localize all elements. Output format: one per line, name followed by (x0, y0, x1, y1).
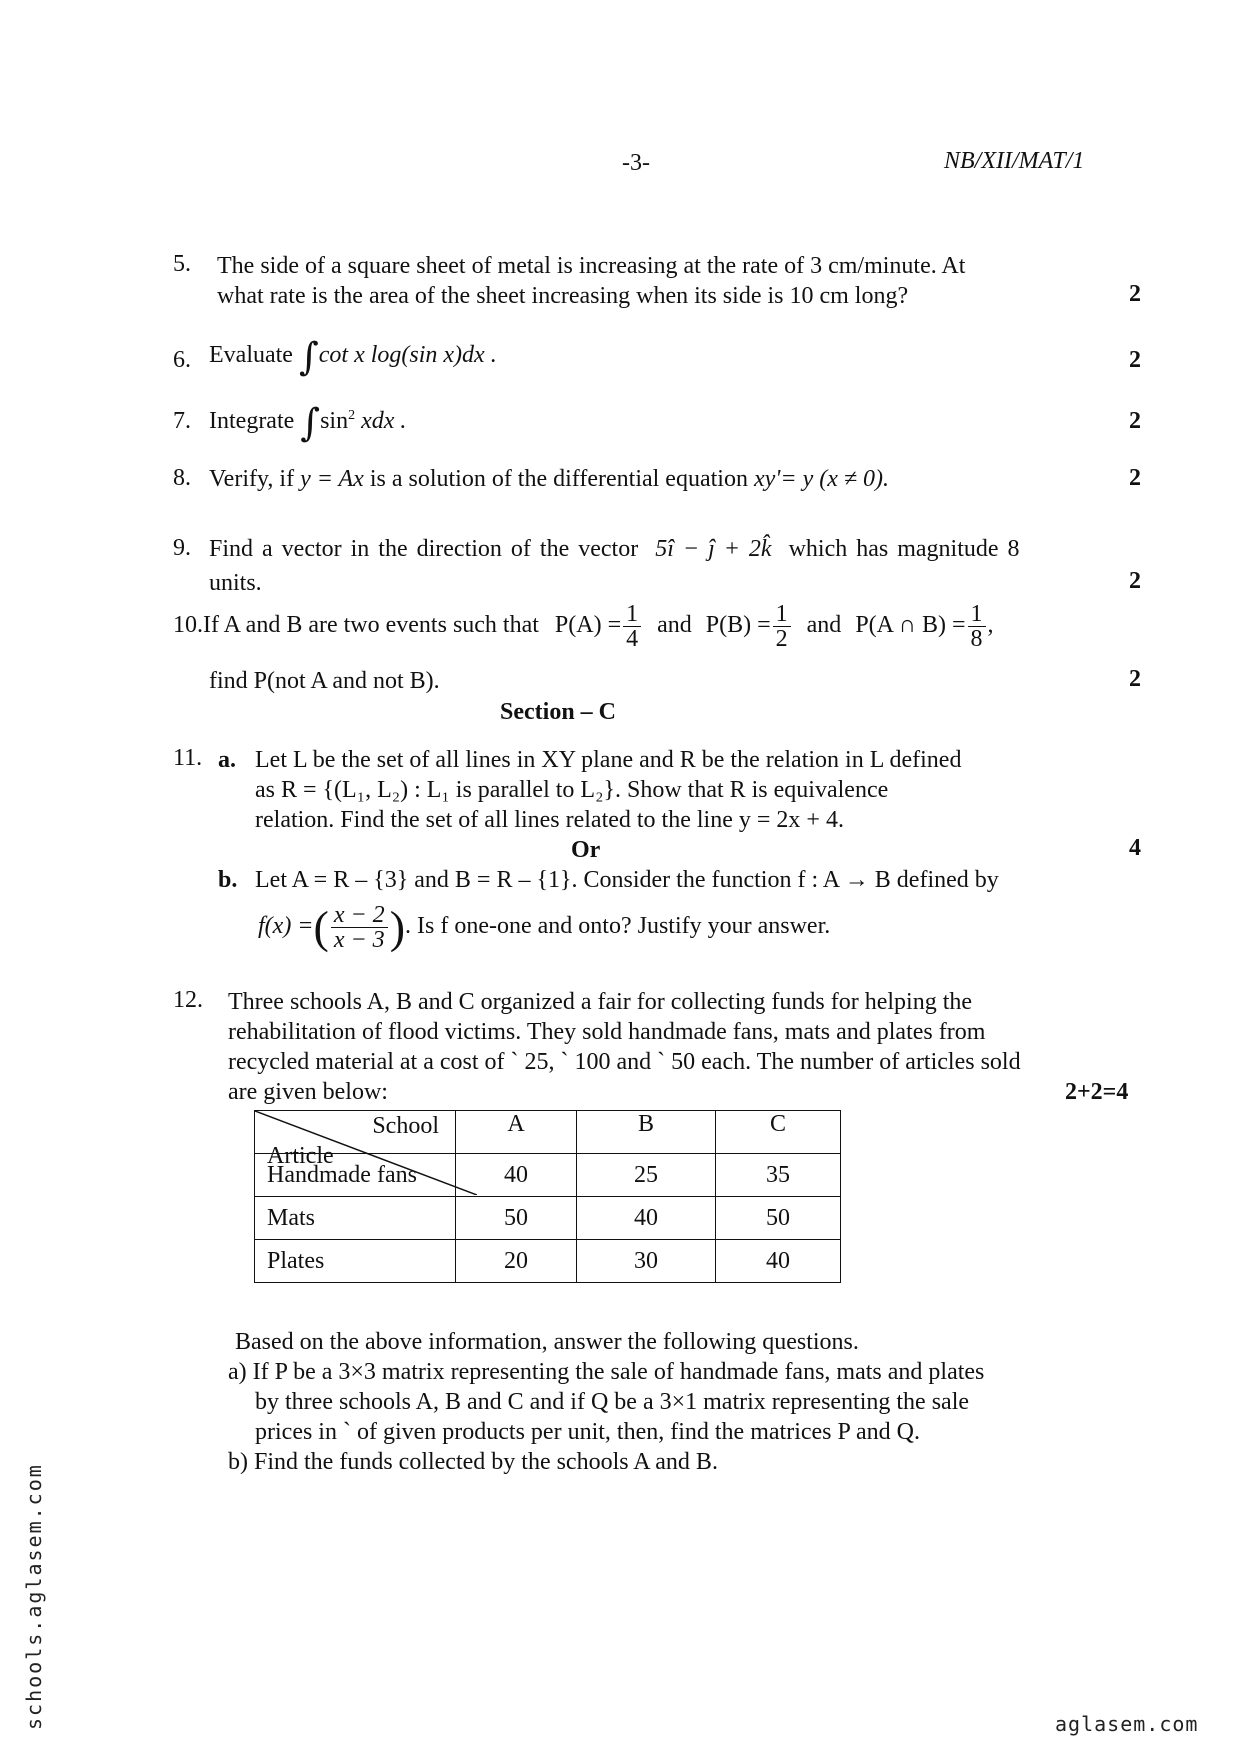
table-header-row (255, 1111, 841, 1154)
column-header: B (577, 1111, 716, 1154)
question-8-marks: 2 (1129, 465, 1141, 491)
question-12-b-line: b) Find the funds collected by the schools A and B. (228, 1449, 718, 1475)
question-11-a-line3: relation. Find the set of all lines related to the line y = 2x + 4. (255, 807, 844, 833)
question-7-sup: 2 (348, 408, 356, 423)
table-cell-article: Handmade fans (255, 1154, 456, 1197)
question-10-marks: 2 (1129, 666, 1141, 692)
question-number: 8. (173, 465, 191, 491)
question-11-a-label: a. (218, 747, 236, 773)
fraction-denominator: 8 (970, 626, 983, 652)
question-8-text (209, 464, 889, 494)
question-10-comma: , (987, 612, 994, 639)
question-11-b-label: b. (218, 867, 238, 893)
question-9-line1 (209, 534, 1020, 564)
column-header: C (716, 1111, 841, 1154)
table-cell: 30 (577, 1240, 716, 1283)
table-corner-cell (255, 1111, 456, 1169)
table-cell: 40 (716, 1240, 841, 1283)
question-number: 10. (173, 612, 203, 639)
question-number: 5. (173, 251, 191, 277)
right-paren-icon: ) (389, 901, 406, 953)
question-12-line3: recycled material at a cost of ` 25, ` 100 and ` 50 each. The number of articles sold (228, 1049, 1021, 1075)
fraction-denominator: 4 (626, 626, 639, 652)
question-10-line2: find P(not A and not B). (209, 668, 440, 694)
question-10-pb: P(B) = (705, 612, 771, 639)
table-cell: 40 (577, 1197, 716, 1240)
table-row (255, 1240, 841, 1283)
question-7-expr-b: xdx . (355, 408, 407, 434)
question-5-marks: 2 (1129, 281, 1141, 307)
question-10-and: and (806, 612, 842, 639)
fraction (331, 903, 388, 952)
question-number: 11. (173, 745, 203, 771)
left-paren-icon: ( (313, 901, 329, 953)
table-cell-article: Plates (255, 1240, 456, 1283)
header-article: Article (267, 1143, 334, 1169)
question-10-pab: P(A ∩ B) = (855, 612, 966, 639)
question-11-b-line1: Let A = R – {3} and B = R – {1}. Consider the function f : A → B defined by (255, 867, 999, 893)
question-12-after: Based on the above information, answer the following questions. (235, 1329, 859, 1355)
question-9-vector: 5î − ĵ + 2k̂ (655, 536, 772, 562)
or-label: Or (571, 837, 601, 863)
question-12-line2: rehabilitation of flood victims. They sold handmade fans, mats and plates from (228, 1019, 986, 1045)
question-7-text (209, 400, 407, 445)
question-7-prefix: Integrate (209, 408, 295, 434)
question-6-prefix: Evaluate (209, 342, 293, 368)
page-number: -3- (622, 150, 650, 176)
table-cell-article: Mats (255, 1197, 456, 1240)
sales-table (254, 1110, 841, 1283)
question-11-a-line2: as R = {(L₁, L₂) : L₁ is parallel to L₂}. Show that R is equivalence (255, 777, 889, 803)
header-school: School (372, 1113, 439, 1139)
question-11-b-rest: . Is f one-one and onto? Justify your answer. (405, 913, 831, 940)
question-9-line1a: Find a vector in the direction of the vector (209, 536, 639, 562)
side-watermark: schools.aglasem.com (22, 1463, 46, 1730)
fraction-denominator: x − 3 (333, 927, 385, 953)
question-8-text-c: is a solution of the differential equation (363, 466, 754, 492)
question-10-line1 (173, 602, 994, 651)
fraction-numerator: 1 (623, 602, 641, 627)
question-10-pa: P(A) = (554, 612, 622, 639)
table-cell: 50 (456, 1197, 577, 1240)
question-number: 7. (173, 408, 191, 434)
question-11-marks: 4 (1129, 835, 1141, 861)
table-cell: 35 (716, 1154, 841, 1197)
question-12-marks: 2+2=4 (1065, 1079, 1129, 1105)
fraction (968, 602, 986, 651)
fraction (623, 602, 641, 651)
fraction-numerator: 1 (773, 602, 791, 627)
fraction-numerator: 1 (968, 602, 986, 627)
question-12-line4: are given below: (228, 1079, 388, 1105)
question-12-a-line3: prices in ` of given products per unit, then, find the matrices P and Q. (255, 1419, 920, 1445)
table-cell: 40 (456, 1154, 577, 1197)
question-10-text-a: If A and B are two events such that (203, 612, 539, 639)
table-cell: 25 (577, 1154, 716, 1197)
question-11-b-line2 (258, 903, 830, 952)
question-5-line2: what rate is the area of the sheet increasing when its side is 10 cm long? (217, 283, 909, 309)
fraction (773, 602, 791, 651)
footer-watermark: aglasem.com (1055, 1712, 1199, 1736)
question-9-line2: units. (209, 570, 262, 596)
section-c-title: Section – C (500, 699, 616, 725)
question-5-line1: The side of a square sheet of metal is increasing at the rate of 3 cm/minute. At (217, 253, 966, 279)
integral-sign-icon: ∫ (300, 400, 321, 445)
question-12-line1: Three schools A, B and C organized a fair for collecting funds for helping the (228, 989, 973, 1015)
paper-code: NB/XII/MAT/1 (944, 148, 1085, 174)
question-number: 12. (173, 987, 203, 1013)
question-12-a-line1: a) If P be a 3×3 matrix representing the sale of handmade fans, mats and plates (228, 1359, 985, 1385)
question-9-marks: 2 (1129, 568, 1141, 594)
question-8-text-b: y = Ax (300, 466, 364, 492)
table-cell: 20 (456, 1240, 577, 1283)
table-cell: 50 (716, 1197, 841, 1240)
fraction-denominator: 2 (775, 626, 788, 652)
table-row (255, 1197, 841, 1240)
question-7-expr-a: sin (320, 408, 349, 434)
integral-sign-icon: ∫ (298, 334, 319, 379)
question-number: 6. (173, 347, 191, 373)
question-6-expr: cot x log(sin x)dx . (318, 342, 497, 368)
question-6-text (209, 334, 497, 379)
question-12-a-line2: by three schools A, B and C and if Q be a 3×1 matrix representing the sale (255, 1389, 970, 1415)
question-8-text-d: xy'= y (x ≠ 0). (753, 466, 890, 492)
question-10-and: and (657, 612, 692, 639)
column-header: A (456, 1111, 577, 1154)
question-8-text-a: Verify, if (209, 466, 301, 492)
question-11-b-fx: f(x) = (258, 913, 314, 940)
question-6-marks: 2 (1129, 347, 1141, 373)
question-9-line1b: which has magnitude 8 (788, 536, 1020, 562)
question-7-marks: 2 (1129, 408, 1141, 434)
question-11-a-line1: Let L be the set of all lines in XY plane and R be the relation in L defined (255, 747, 962, 773)
fraction-numerator: x − 2 (331, 903, 388, 928)
question-number: 9. (173, 535, 191, 561)
